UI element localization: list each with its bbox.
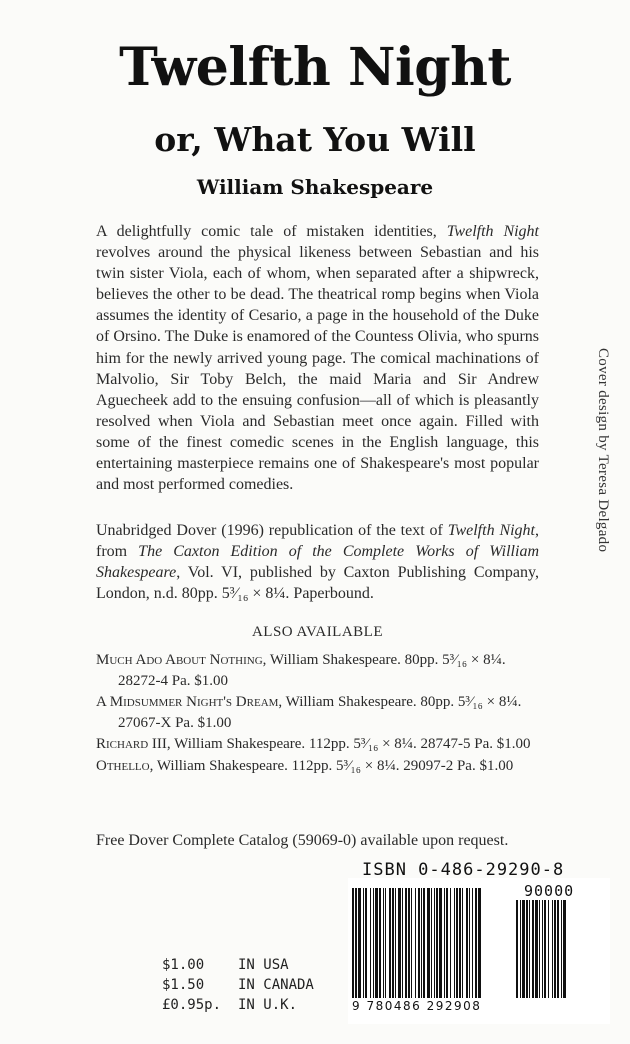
barcode-bar [554, 900, 556, 998]
barcode-bar [383, 888, 384, 998]
barcode-bar [402, 888, 403, 998]
isbn-number: ISBN 0-486-29290-8 [362, 860, 565, 880]
barcode-bar [415, 888, 416, 998]
price-row [162, 995, 314, 1015]
barcode-bar [385, 888, 386, 998]
list-item [96, 692, 539, 733]
barcode-bar [532, 900, 534, 998]
price-row [162, 975, 314, 995]
barcode-bar [421, 888, 422, 998]
also-available-heading: ALSO AVAILABLE [251, 624, 384, 640]
barcode-bar [456, 888, 458, 998]
barcode-bar [370, 888, 371, 998]
barcode-bar [544, 900, 546, 998]
barcode-addon-icon [516, 900, 602, 1000]
barcode-bar [526, 900, 528, 998]
barcode-bar [557, 900, 559, 998]
price-region: IN CANADA [238, 977, 314, 993]
description-text-continued: revolves around the physical likeness between Sebastian and his twin sister Viola, each of whom, when separated after a shipwreck, believes the other to be dead. The theatrical romp begins when Viola assumes the identity of Cesario, a page in the household of the Duke of Orsino. The Duke is enamored of the Countess Olivia, who spurns him for the newly arrived young page. The comical machinations of Malvolio, Sir Toby Belch, the maid Maria and Sir Andrew Aguecheek add to the ensuing confusion—all of which is pleasantly resolved when Viola and Sebastian meet once again. Filled with some of the finest comedic scenes in the English language, this entertaining masterpiece remains one of Shakespeare's most popular and most performed comedies. [96, 244, 539, 494]
barcode-bar [431, 888, 432, 998]
barcode-bar [418, 888, 420, 998]
barcode-bar [355, 888, 357, 998]
description-paragraph [96, 221, 539, 495]
barcode-bar [365, 888, 367, 998]
barcode-bar [395, 888, 396, 998]
barcode-bar [548, 900, 549, 998]
barcode-bar [542, 900, 543, 998]
description-text: A delightfully comic tale of mistaken identities, [96, 223, 447, 240]
barcode-digits: 9 780486 292908 [352, 999, 482, 1013]
barcode-bar [446, 888, 448, 998]
price-amount: $1.50 [162, 977, 205, 993]
book-author: William Shakespeare [196, 175, 434, 199]
barcode-bar [379, 888, 381, 998]
barcode-bar [389, 888, 391, 998]
list-item-details: , William Shakespeare. 80pp. 5³⁄₁₆ × 8¼. 27067-X Pa. $1.00 [118, 694, 522, 731]
barcode-bar [520, 900, 521, 998]
price-region: IN USA [238, 957, 289, 973]
barcode-bar [450, 888, 451, 998]
list-item-details: , William Shakespeare. 80pp. 5³⁄₁₆ × 8¼. 28272-4 Pa. $1.00 [118, 652, 506, 689]
barcode-bar [392, 888, 394, 998]
barcode-bar [408, 888, 410, 998]
barcode-bar [411, 888, 412, 998]
barcode-bar [529, 900, 530, 998]
list-item-title: Richard III [96, 736, 167, 752]
barcode-bar [436, 888, 438, 998]
barcode-bar [398, 888, 401, 998]
barcode-bar [358, 888, 361, 998]
barcode-bar [539, 900, 540, 998]
list-item-title: Othello [96, 757, 150, 774]
publication-edition-italic: The Caxton Edition of the Complete Works of William Shakespeare [96, 543, 539, 582]
publication-text: Unabridged Dover (1996) republication of the text of [96, 522, 448, 539]
barcode-bar [373, 888, 374, 998]
list-item-details: , William Shakespeare. 112pp. 5³⁄₁₆ × 8¼. 28747-5 Pa. $1.00 [166, 736, 531, 752]
barcode-bar [561, 900, 562, 998]
price-row [162, 955, 314, 975]
barcode-bar [475, 888, 477, 998]
barcode-bar [444, 888, 445, 998]
book-subtitle: or, What You Will [154, 120, 476, 159]
barcode-bar [434, 888, 435, 998]
barcode-bar [552, 900, 553, 998]
barcode-bar [363, 888, 364, 998]
list-item [96, 734, 539, 755]
description-title-italic: Twelfth Night [446, 223, 540, 240]
barcode-bar [375, 888, 378, 998]
barcode-main-icon [352, 888, 512, 1000]
list-item [96, 756, 539, 777]
list-item-title: Much Ado About Nothing [96, 652, 263, 668]
barcode-bar [427, 888, 430, 998]
cover-design-credit: Cover design by Teresa Delgado [595, 348, 611, 553]
barcode-bar [352, 888, 354, 998]
barcode-bar [516, 900, 518, 998]
price-list [162, 955, 314, 1015]
barcode-bar [423, 888, 425, 998]
publication-title-italic: Twelfth Night [447, 522, 536, 539]
barcode-bar [469, 888, 470, 998]
list-item-title: A Midsummer Night's Dream [96, 694, 279, 710]
barcode-bar [439, 888, 442, 998]
book-title: Twelfth Night [119, 37, 511, 98]
publication-note [96, 520, 539, 604]
catalog-note: Free Dover Complete Catalog (59069-0) available upon request. [96, 832, 509, 849]
list-item-details: , William Shakespeare. 112pp. 5³⁄₁₆ × 8¼. 29097-2 Pa. $1.00 [149, 757, 514, 774]
barcode-bar [535, 900, 538, 998]
list-item [96, 650, 539, 691]
barcode-bar [405, 888, 407, 998]
price-amount: £0.95p. [162, 997, 222, 1013]
barcode-bar [466, 888, 468, 998]
barcode-bar [522, 900, 525, 998]
barcode-addon-number: 90000 [524, 882, 575, 900]
barcode-bar [459, 888, 461, 998]
barcode-bar [454, 888, 455, 998]
barcode-bar [478, 888, 481, 998]
publication-text-2: , from [96, 522, 540, 561]
publication-text-3: , Vol. VI, published by Caxton Publishing Company, London, n.d. 80pp. 5³⁄₁₆ × 8¼. Paperbound. [96, 564, 539, 603]
price-region: IN U.K. [238, 997, 298, 1013]
barcode-bar [462, 888, 463, 998]
barcode-bar [472, 888, 473, 998]
price-amount: $1.00 [162, 957, 205, 973]
barcode-bar [563, 900, 566, 998]
also-available-list [96, 650, 539, 777]
